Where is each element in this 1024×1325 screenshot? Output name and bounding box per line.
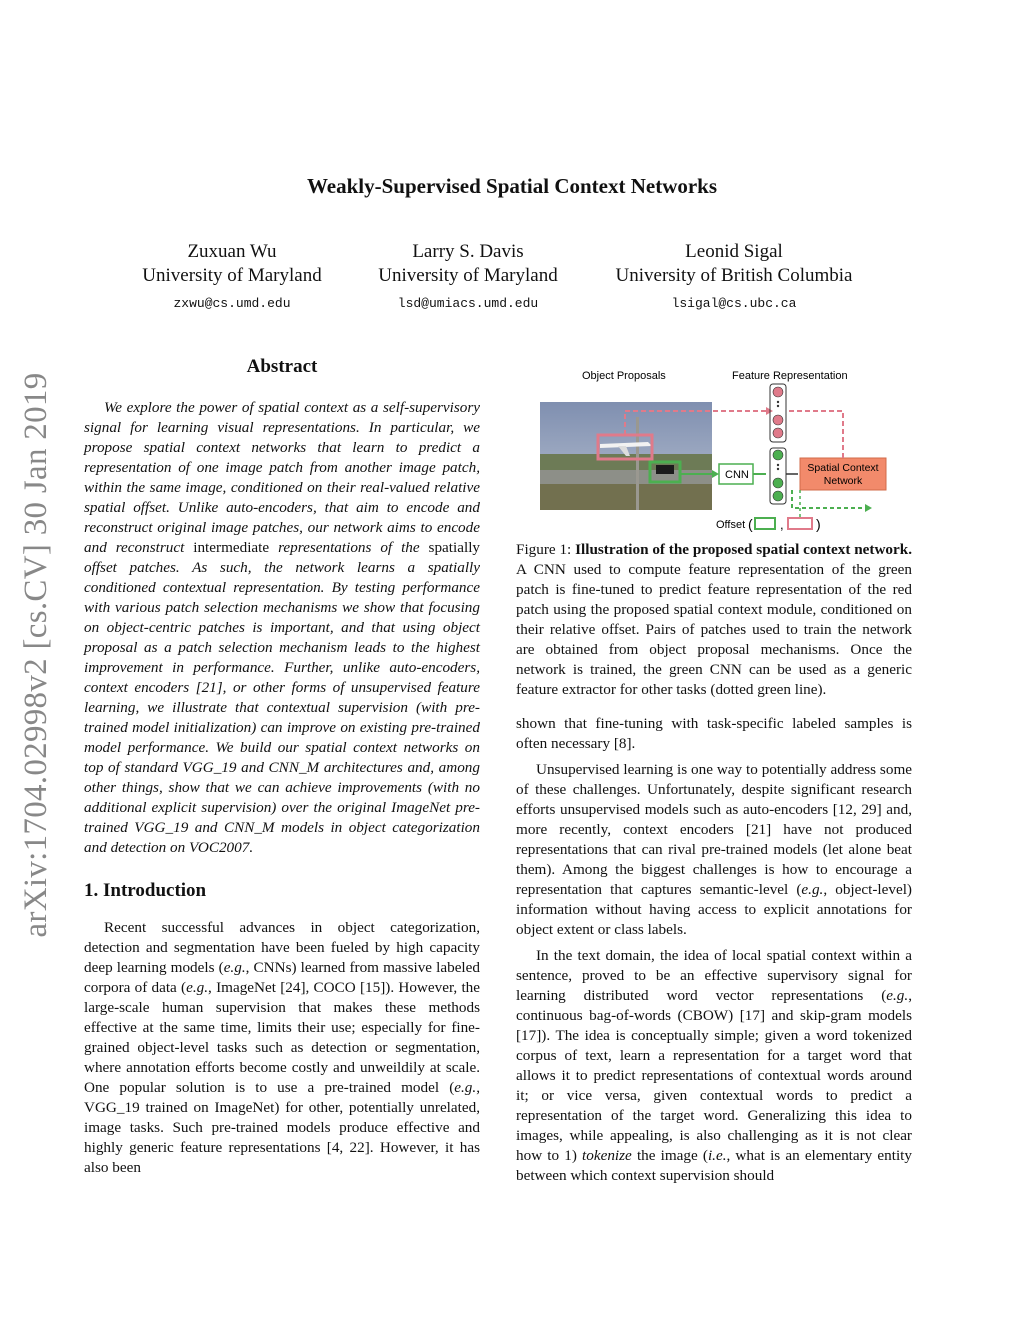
right-paragraph-2: In the text domain, the idea of local spatial context within a sentence, proved to be an effective supervisory signal for learning distributed word vector representations (e.g., continuous bag-of-words (CBOW) [17] and skip-gram models [17]). The idea is conceptually simple; given a word tokenized corpus of text, learn a representation for a target word that allows it to predict representations of contextual words around it; or vice versa, given contextual words to predict a representation of the target word. Generalizing this idea to images, while appealing, is also challenging as it is not clear how to 1) tokenize the image (i.e., what is an elementary entity between which context supervision should [516, 947, 912, 1184]
svg-text:,: , [780, 517, 784, 532]
figure-1-diagram [530, 362, 910, 537]
intro-body [84, 918, 480, 1178]
figure-1 [530, 362, 910, 537]
paper-title: Weakly-Supervised Spatial Context Networks [306, 174, 718, 198]
author-block-3 [598, 240, 870, 314]
intro-paragraph: Recent successful advances in object categorization, detection and segmentation have been fueled by high capacity deep learning models (e.g., CNNs) learned from massive labeled corpora of data (e.g., ImageNet [24], COCO [15]). However, the large-scale human supervision that makes these methods effective at the same time, limits their use; especially for fine-grained object-level tasks such as detection or segmentation, where annotation efforts become costly and unweildily at scale. One popular solution is to use a pre-trained model (e.g., VGG_19 trained on ImageNet) for other, potentially unrelated, image tasks. Such pre-trained models produce effective and highly generic feature representations [4, 22]. However, it has also been [84, 919, 481, 1176]
offset-label: Offset [716, 519, 746, 531]
author-name: Larry S. Davis [412, 241, 524, 262]
offset-green-swatch [755, 518, 775, 529]
svg-text:): ) [816, 516, 821, 532]
author-affiliation: University of Maryland [142, 265, 322, 286]
right-paragraph-0: shown that fine-tuning with task-specific labeled samples is often necessary [8]. [516, 715, 912, 752]
author-affiliation: University of Maryland [378, 265, 558, 286]
abstract-paragraph: We explore the power of spatial context as a self-supervisory signal for learning visual representations. In particular, we propose spatial context networks that learn to predict a representation of one image patch from another image patch, within the same image, conditioned on their real-valued relative spatial offset. Unlike auto-encoders, that aim to encode and reconstruct original image patches, our network aims to encode and reconstruct intermediate representations of the spatially offset patches. As such, the network learns a spatially conditioned contextual representation. By testing performance with various patch selection mechanisms we show that focusing on object-centric patches is important, and that using object proposal as a patch selection mechanism leads to the highest improvement in performance. Further, unlike auto-encoders, context encoders [21], or other forms of unsupervised feature learning, we illustrate that contextual supervision (with pre-trained model initialization) can improve on existing pre-trained model performance. We build our spatial context networks on top of standard VGG_19 and CNN_M architectures and, among other things, show that we can achieve improvements (with no additional explicit supervision) over the original ImageNet pre-trained VGG_19 and CNN_M models in object categorization and detection on VOC2007. [84, 399, 481, 856]
right-paragraph-1: Unsupervised learning is one way to potentially address some of these challenges. Unfortunately, despite significant research efforts unsupervised models such as auto-encoders [12, 29] and, more recently, context encoders [21] have not produced representations that can rival pre-trained models (let alone beat them). Among the biggest challenges is how to encourage a representation that captures semantic-level (e.g., object-level) information without having access to explicit annotations for object extent or class labels. [516, 761, 912, 938]
figure-label-feature: Feature Representation [732, 370, 848, 382]
author-block-1 [120, 240, 344, 314]
figure-label-proposals: Object Proposals [582, 370, 666, 382]
author-email[interactable]: lsigal@cs.ubc.ca [671, 296, 797, 311]
right-body [516, 714, 912, 1186]
svg-text:(: ( [748, 516, 753, 532]
offset-red-swatch [788, 518, 812, 529]
figure-caption: Figure 1: Illustration of the proposed spatial context network. A CNN used to compute feature representation of the green patch is fine-tuned to predict feature representation of the red patch using the proposed spatial context module, conditioned on their relative offset. Pairs of patches used to train the network are obtained from object proposal mechanisms. Once the network is trained, the green CNN can be used as a generic feature extractor for other tasks (dotted green line). [516, 541, 912, 698]
author-block-2 [356, 240, 580, 314]
author-name: Zuxuan Wu [187, 241, 277, 262]
abstract-body [84, 398, 480, 858]
arxiv-sidebar-stamp: arXiv:1704.02998v2 [cs.CV] 30 Jan 2019 [18, 372, 54, 938]
right-column [516, 540, 912, 1186]
abstract-heading: Abstract [246, 356, 318, 377]
dotted-green-line [792, 490, 865, 508]
author-email[interactable]: lsd@umiacs.umd.edu [397, 296, 539, 311]
intro-heading: 1. Introduction [84, 880, 207, 901]
left-column [84, 356, 480, 1178]
author-email[interactable]: zxwu@cs.umd.edu [173, 296, 291, 311]
module-label: Spatial Context Network [807, 462, 879, 487]
author-affiliation: University of British Columbia [615, 265, 853, 286]
cnn-label: CNN [725, 469, 749, 481]
author-name: Leonid Sigal [685, 241, 783, 262]
